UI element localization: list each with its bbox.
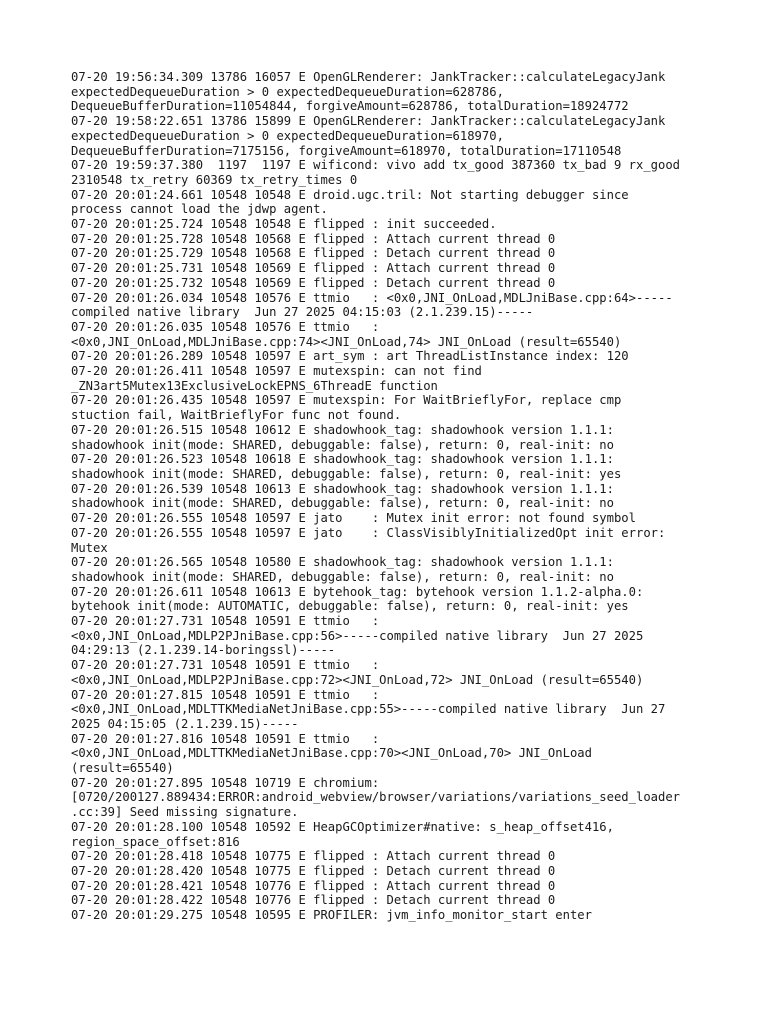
- log-line: DequeueBufferDuration=7175156, forgiveAmount=618970, totalDuration=17110548: [71, 143, 622, 158]
- log-line: 07-20 19:59:37.380 1197 1197 E wificond: vivo add tx_good 387360 tx_bad 9 rx_good: [71, 158, 681, 173]
- log-line: 07-20 20:01:26.539 10548 10613 E shadowhook_tag: shadowhook version 1.1.1:: [71, 481, 614, 496]
- log-line: 2025 04:15:05 (2.1.239.15)-----: [71, 716, 299, 731]
- log-lines: [71, 70, 711, 923]
- log-line: 07-20 20:01:27.731 10548 10591 E ttmio :: [71, 658, 380, 673]
- log-output: [71, 70, 711, 923]
- log-line: compiled native library Jun 27 2025 04:15:03 (2.1.239.15)-----: [71, 305, 534, 320]
- log-line: 04:29:13 (2.1.239.14-boringssl)-----: [71, 643, 336, 658]
- log-line: 07-20 20:01:26.555 10548 10597 E jato : Mutex init error: not found symbol: [71, 511, 636, 526]
- log-line: 07-20 20:01:26.411 10548 10597 E mutexspin: can not find: [71, 364, 482, 379]
- log-line: [0720/200127.889434:ERROR:android_webview/browser/variations/variations_seed_loader: [71, 790, 681, 805]
- log-line: .cc:39] Seed missing signature.: [71, 805, 299, 820]
- log-line: 07-20 20:01:26.035 10548 10576 E ttmio :: [71, 319, 380, 334]
- log-line: expectedDequeueDuration > 0 expectedDequeueDuration=618970,: [71, 128, 504, 143]
- log-line: 07-20 19:58:22.651 13786 15899 E OpenGLRenderer: JankTracker::calculateLegacyJank: [71, 114, 666, 129]
- log-line: _ZN3art5Mutex13ExclusiveLockEPNS_6ThreadE function: [71, 378, 438, 393]
- log-line: 07-20 20:01:25.724 10548 10548 E flipped : init succeeded.: [71, 217, 497, 232]
- log-line: <0x0,JNI_OnLoad,MDLTTKMediaNetJniBase.cpp:55>-----compiled native library Jun 27: [71, 702, 666, 717]
- log-line: 07-20 20:01:25.731 10548 10569 E flipped : Attach current thread 0: [71, 261, 556, 276]
- log-line: 07-20 20:01:29.275 10548 10595 E PROFILER: jvm_info_monitor_start enter: [71, 908, 592, 923]
- log-line: 07-20 20:01:25.732 10548 10569 E flipped : Detach current thread 0: [71, 275, 556, 290]
- log-line: shadowhook init(mode: SHARED, debuggable: false), return: 0, real-init: no: [71, 437, 614, 452]
- log-line: 07-20 20:01:28.100 10548 10592 E HeapGCOptimizer#native: s_heap_offset416,: [71, 819, 614, 834]
- log-line: <0x0,JNI_OnLoad,MDLP2PJniBase.cpp:56>-----compiled native library Jun 27 2025: [71, 628, 644, 643]
- log-line: 07-20 20:01:24.661 10548 10548 E droid.ugc.tril: Not starting debugger since: [71, 187, 629, 202]
- log-line: <0x0,JNI_OnLoad,MDLP2PJniBase.cpp:72><JNI_OnLoad,72> JNI_OnLoad (result=65540): [71, 672, 644, 687]
- log-line: 07-20 20:01:26.523 10548 10618 E shadowhook_tag: shadowhook version 1.1.1:: [71, 452, 614, 467]
- log-line: 07-20 20:01:26.555 10548 10597 E jato : ClassVisiblyInitializedOpt init error:: [71, 525, 666, 540]
- log-line: <0x0,JNI_OnLoad,MDLTTKMediaNetJniBase.cpp:70><JNI_OnLoad,70> JNI_OnLoad: [71, 746, 592, 761]
- log-line: (result=65540): [71, 761, 174, 776]
- log-line: Mutex: [71, 540, 108, 555]
- log-line: process cannot load the jdwp agent.: [71, 202, 328, 217]
- log-line: 07-20 20:01:28.422 10548 10776 E flipped : Detach current thread 0: [71, 893, 556, 908]
- log-line: 07-20 20:01:26.435 10548 10597 E mutexspin: For WaitBrieflyFor, replace cmp: [71, 393, 622, 408]
- log-line: stuction fail, WaitBrieflyFor func not found.: [71, 408, 402, 423]
- log-line: 07-20 20:01:27.816 10548 10591 E ttmio :: [71, 731, 380, 746]
- log-line: shadowhook init(mode: SHARED, debuggable: false), return: 0, real-init: no: [71, 496, 614, 511]
- log-line: 07-20 20:01:28.418 10548 10775 E flipped : Attach current thread 0: [71, 849, 556, 864]
- log-line: 07-20 20:01:27.815 10548 10591 E ttmio :: [71, 687, 380, 702]
- log-line: 07-20 20:01:26.034 10548 10576 E ttmio : <0x0,JNI_OnLoad,MDLJniBase.cpp:64>-----: [71, 290, 673, 305]
- log-line: <0x0,JNI_OnLoad,MDLJniBase.cpp:74><JNI_OnLoad,74> JNI_OnLoad (result=65540): [71, 334, 622, 349]
- log-line: 07-20 20:01:26.515 10548 10612 E shadowhook_tag: shadowhook version 1.1.1:: [71, 422, 614, 437]
- log-line: 07-20 20:01:26.565 10548 10580 E shadowhook_tag: shadowhook version 1.1.1:: [71, 555, 614, 570]
- log-line: 07-20 19:56:34.309 13786 16057 E OpenGLRenderer: JankTracker::calculateLegacyJank: [71, 70, 666, 84]
- log-line: 07-20 20:01:25.728 10548 10568 E flipped : Attach current thread 0: [71, 231, 556, 246]
- log-line: 07-20 20:01:28.421 10548 10776 E flipped : Attach current thread 0: [71, 878, 556, 893]
- log-line: 07-20 20:01:26.611 10548 10613 E bytehook_tag: bytehook version 1.1.2-alpha.0:: [71, 584, 644, 599]
- log-line: DequeueBufferDuration=11054844, forgiveAmount=628786, totalDuration=18924772: [71, 99, 629, 114]
- log-line: region_space_offset:816: [71, 834, 240, 849]
- log-line: 07-20 20:01:27.895 10548 10719 E chromium:: [71, 775, 380, 790]
- log-line: 07-20 20:01:26.289 10548 10597 E art_sym : art ThreadListInstance index: 120: [71, 349, 629, 364]
- log-line: expectedDequeueDuration > 0 expectedDequeueDuration=628786,: [71, 84, 504, 99]
- log-line: shadowhook init(mode: SHARED, debuggable: false), return: 0, real-init: no: [71, 569, 614, 584]
- log-line: bytehook init(mode: AUTOMATIC, debuggable: false), return: 0, real-init: yes: [71, 599, 629, 614]
- log-line: 07-20 20:01:25.729 10548 10568 E flipped : Detach current thread 0: [71, 246, 556, 261]
- log-line: 2310548 tx_retry 60369 tx_retry_times 0: [71, 172, 358, 187]
- log-line: 07-20 20:01:27.731 10548 10591 E ttmio :: [71, 614, 380, 629]
- log-line: shadowhook init(mode: SHARED, debuggable: false), return: 0, real-init: yes: [71, 466, 622, 481]
- log-line: 07-20 20:01:28.420 10548 10775 E flipped : Detach current thread 0: [71, 863, 556, 878]
